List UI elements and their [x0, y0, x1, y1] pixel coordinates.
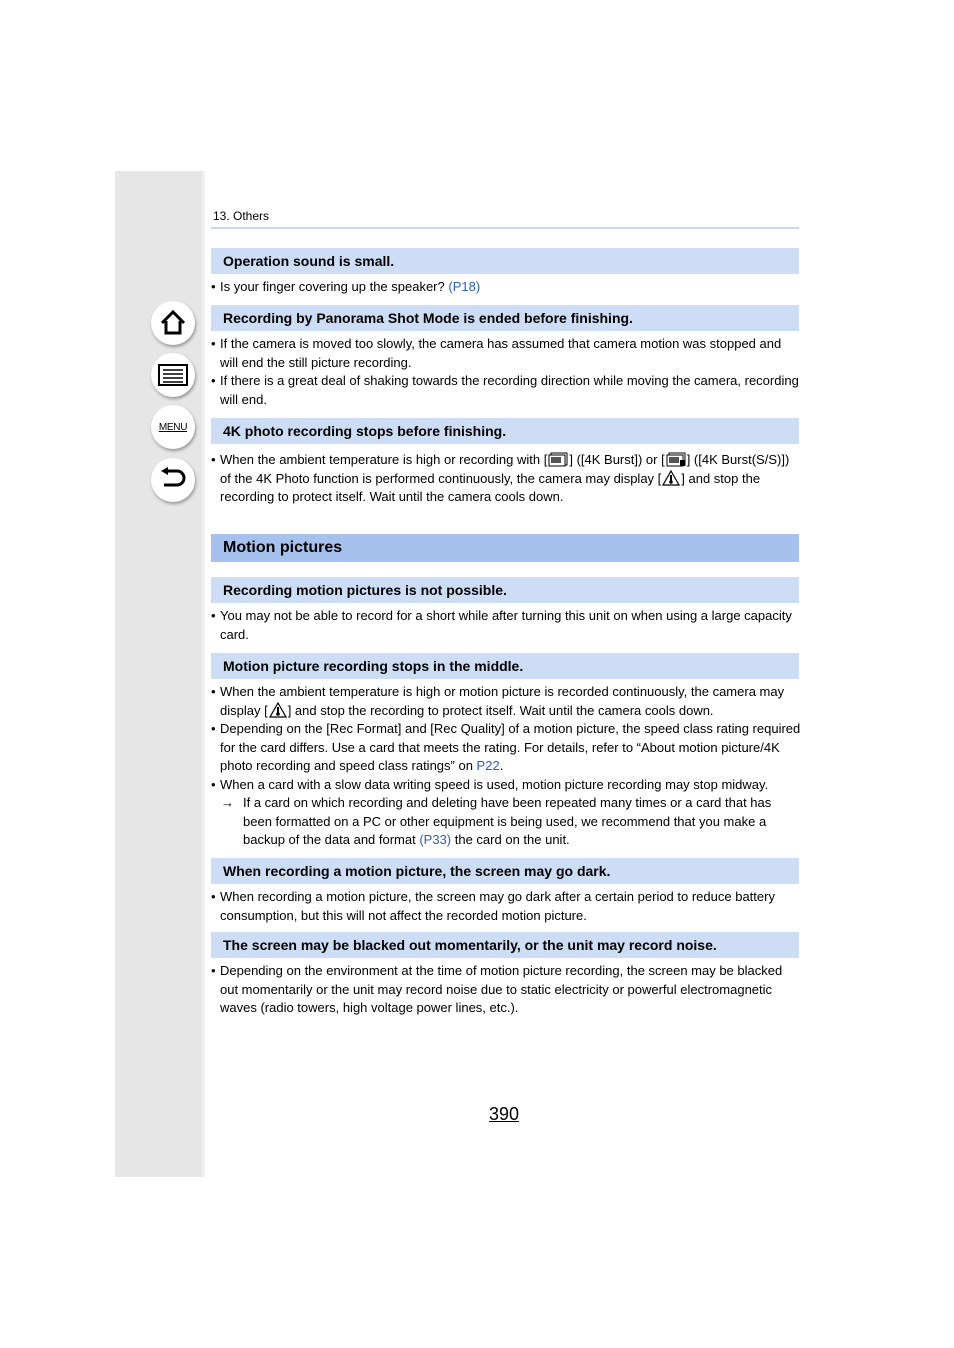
header-rule: [211, 227, 799, 229]
subheading-4k-photo: 4K photo recording stops before finishing.: [211, 418, 799, 444]
list-item: • You may not be able to record for a short while after turning this unit on when using a large capacity card.: [211, 608, 792, 642]
back-icon: [159, 467, 187, 493]
arrow-icon: →: [221, 795, 234, 810]
link-p22[interactable]: P22: [476, 758, 500, 773]
temperature-warning-icon: [269, 702, 287, 718]
paragraph-panorama: [211, 335, 801, 409]
subheading-panorama: Recording by Panorama Shot Mode is ended before finishing.: [211, 305, 799, 331]
temperature-warning-icon: [662, 470, 680, 486]
paragraph-recording-stops: [211, 683, 801, 850]
toc-icon: [158, 364, 188, 386]
4k-burst-ss-icon: [666, 452, 686, 467]
subheading-recording-not-possible: Recording motion pictures is not possible.: [211, 577, 799, 603]
back-button[interactable]: [151, 458, 195, 502]
4k-burst-icon: [548, 452, 568, 467]
list-item: • Depending on the [Rec Format] and [Rec Quality] of a motion picture, the speed class rating required for the card differs. Use a card that meets the rating. For details, refer to “About motion picture/4K photo recording and speed class ratings” on P22.: [211, 721, 801, 773]
list-item: • When a card with a slow data writing speed is used, motion picture recording may stop midway.: [211, 776, 769, 792]
menu-button[interactable]: [151, 405, 195, 449]
list-item: • When the ambient temperature is high or motion picture is recorded continuously, the camera may display [ ] and stop the recording to protect itself. Wait until the camera cools down.: [211, 684, 785, 718]
sub-list-item: → If a card on which recording and deleting have been repeated many times or a card that has been formatted on a PC or other equipment is being used, we recommend that you make a backup of the data and format (P33) the card on the unit.: [211, 794, 801, 850]
subheading-screen-dark: When recording a motion picture, the screen may go dark.: [211, 858, 799, 884]
subheading-recording-stops: Motion picture recording stops in the middle.: [211, 653, 799, 679]
toc-button[interactable]: [151, 353, 195, 397]
page-number: 390: [489, 1104, 520, 1124]
paragraph-recording-not-possible: [211, 607, 801, 644]
section-title-motion-pictures: Motion pictures: [211, 534, 799, 562]
link-p18[interactable]: (P18): [448, 279, 481, 294]
bullet: •: [211, 279, 216, 294]
home-icon: [159, 309, 187, 337]
home-button[interactable]: [151, 301, 195, 345]
list-item: • Is your finger covering up the speaker? (P18): [211, 278, 801, 297]
sidebar-edge: [202, 171, 205, 1177]
list-item: • When the ambient temperature is high or recording with [ ] ([4K Burst]) or [ ] ([4K Burst(S/S)]) of the 4K Photo function is performed continuously, the camera may display [ ] and stop the recording to protect itself. Wait until the camera cools down.: [211, 452, 790, 504]
paragraph-4k-photo: [211, 451, 801, 507]
list-item: • If the camera is moved too slowly, the camera has assumed that camera motion was stopped and will end the still picture recording.: [211, 336, 782, 370]
paragraph-blacked-out: [211, 962, 801, 1018]
list-item: • When recording a motion picture, the screen may go dark after a certain period to reduce battery consumption, but this will not affect the recorded motion picture.: [211, 889, 775, 923]
breadcrumb: 13. Others: [213, 209, 270, 223]
list-item: • If there is a great deal of shaking towards the recording direction while moving the camera, recording will end.: [211, 373, 799, 407]
paragraph-screen-dark: [211, 888, 801, 925]
list-item: • Depending on the environment at the time of motion picture recording, the screen may be blacked out momentarily or the unit may record noise due to static electricity or powerful electromagnetic waves (radio towers, high voltage power lines, etc.).: [211, 963, 783, 1015]
link-p33[interactable]: (P33): [419, 832, 452, 847]
subheading-blacked-out: The screen may be blacked out momentarily, or the unit may record noise.: [211, 932, 799, 958]
paragraph-operation-sound: [211, 278, 801, 297]
subheading-operation-sound: Operation sound is small.: [211, 248, 799, 274]
menu-icon: MENU: [158, 421, 188, 433]
